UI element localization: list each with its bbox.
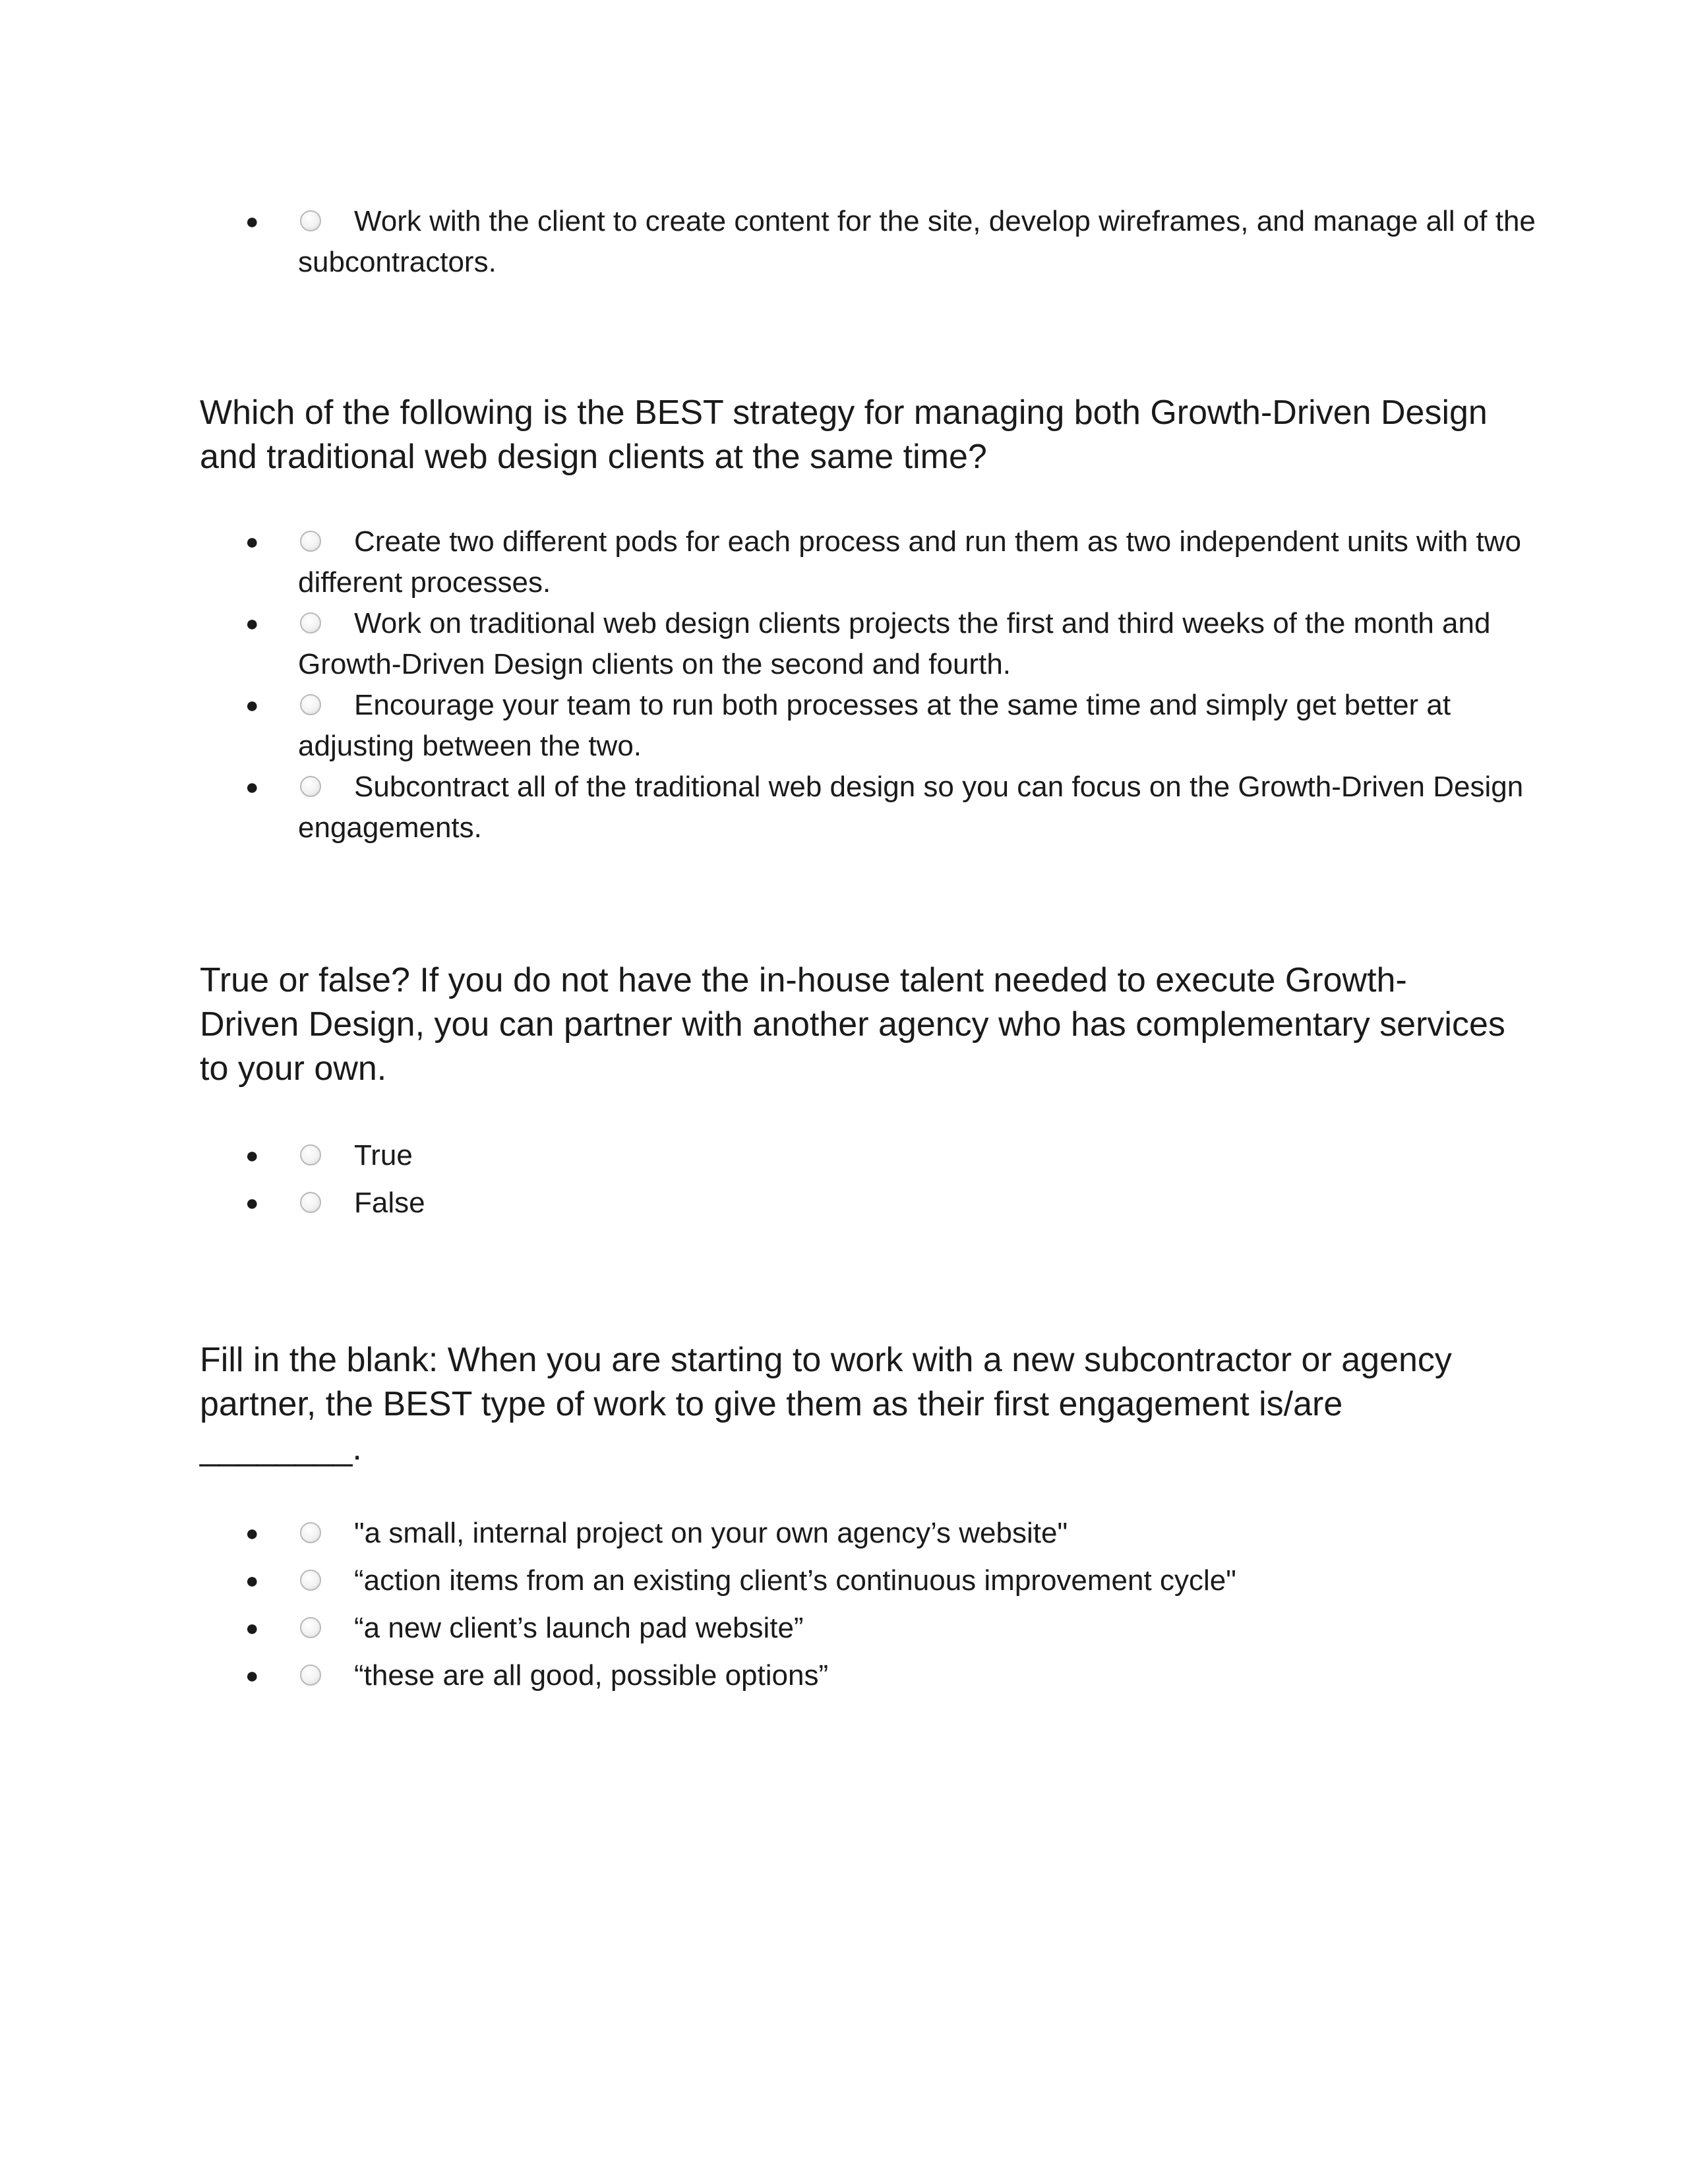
q1-option-list <box>0 521 1688 848</box>
option-item <box>0 1557 1538 1605</box>
bullet-icon: ● <box>245 693 259 718</box>
option-item <box>0 1510 1538 1557</box>
option-label: “action items from an existing client’s continuous improvement cycle" <box>354 1564 1236 1597</box>
radio-button[interactable] <box>300 1192 321 1213</box>
option-item <box>0 1179 1538 1227</box>
bullet-icon: ● <box>245 1143 259 1168</box>
option-item <box>0 685 1538 767</box>
radio-button[interactable] <box>300 612 321 634</box>
radio-button[interactable] <box>300 210 321 231</box>
option-label: Work on traditional web design clients projects the first and third weeks of the month and Growth-Driven Design clients on the second and fourth. <box>298 607 1491 680</box>
radio-button[interactable] <box>300 1570 321 1591</box>
bullet-icon: ● <box>245 1568 259 1593</box>
bullet-icon: ● <box>245 1521 259 1546</box>
radio-button[interactable] <box>300 776 321 797</box>
option-item <box>0 201 1538 283</box>
bullet-icon: ● <box>245 1663 259 1688</box>
option-label: True <box>354 1139 413 1171</box>
option-item <box>0 1132 1538 1179</box>
bullet-icon: ● <box>245 775 259 800</box>
option-item <box>0 1605 1538 1652</box>
radio-button[interactable] <box>300 694 321 715</box>
q3-option-list <box>0 1510 1688 1699</box>
option-label: Create two different pods for each process and run them as two independent units with two different processes. <box>298 525 1521 599</box>
option-label: Subcontract all of the traditional web design so you can focus on the Growth-Driven Design engagements. <box>298 771 1524 844</box>
bullet-icon: ● <box>245 529 259 554</box>
option-label: Work with the client to create content for the site, develop wireframes, and manage all of the subcontractors. <box>298 205 1536 278</box>
radio-button[interactable] <box>300 531 321 552</box>
radio-button[interactable] <box>300 1522 321 1543</box>
q0-option-list <box>0 201 1688 283</box>
question-text: Which of the following is the BEST strategy for managing both Growth-Driven Design and traditional web design clients at the same time? <box>200 394 1488 476</box>
question-text: True or false? If you do not have the in-house talent needed to execute Growth-Driven Design, you can partner with another agency who has complementary services to your own. <box>200 961 1505 1088</box>
bullet-icon: ● <box>245 1616 259 1641</box>
radio-button[interactable] <box>300 1144 321 1166</box>
option-label: "a small, internal project on your own agency’s website" <box>354 1517 1068 1549</box>
option-item <box>0 521 1538 603</box>
option-item <box>0 1652 1538 1699</box>
option-label: “these are all good, possible options” <box>354 1659 829 1692</box>
option-item <box>0 767 1538 848</box>
radio-button[interactable] <box>300 1665 321 1686</box>
radio-button[interactable] <box>300 1617 321 1638</box>
option-label: False <box>354 1187 425 1219</box>
question-text: Fill in the blank: When you are starting to work with a new subcontractor or agency partner, the BEST type of work to give them as their first engagement is/are ________. <box>200 1341 1452 1467</box>
bullet-icon: ● <box>245 611 259 636</box>
option-item <box>0 603 1538 685</box>
q2-option-list <box>0 1132 1688 1227</box>
bullet-icon: ● <box>245 1191 259 1216</box>
bullet-icon: ● <box>245 209 259 234</box>
option-label: Encourage your team to run both processes at the same time and simply get better at adjusting between the two. <box>298 689 1451 762</box>
option-label: “a new client’s launch pad website” <box>354 1612 804 1644</box>
